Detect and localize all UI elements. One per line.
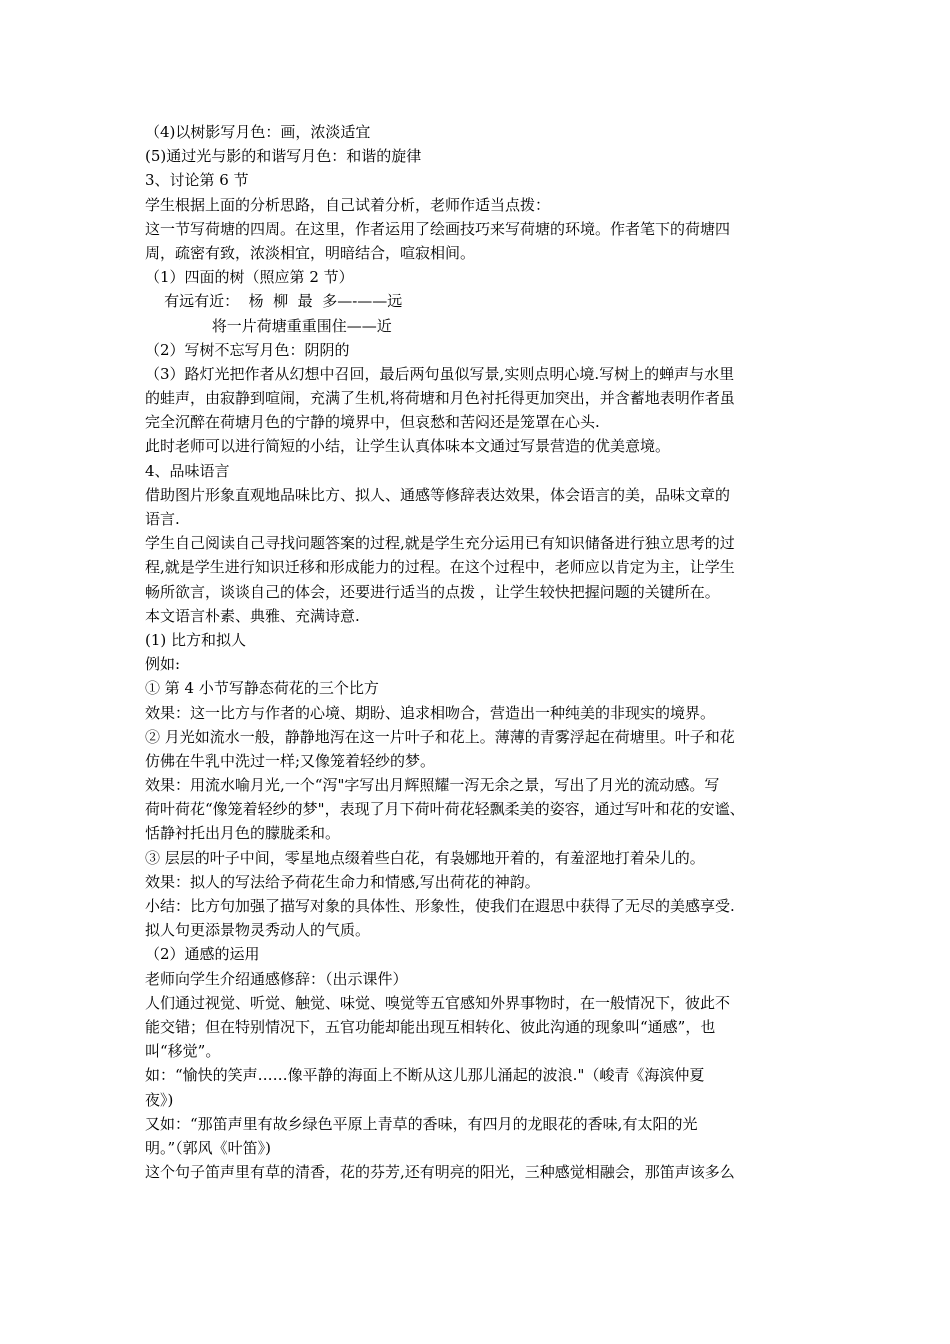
text-line: （2）写树不忘写月色：阴阴的: [145, 340, 350, 359]
text-line: 例如:: [145, 655, 181, 674]
text-line: ② 月光如流水一般，静静地泻在这一片叶子和花上。薄薄的青雾浮起在荷塘里。叶子和花: [145, 727, 735, 746]
text-line: 这个句子笛声里有草的清香，花的芬芳,还有明亮的阳光，三种感觉相融会，那笛声该多么: [145, 1163, 735, 1182]
text-line: 人们通过视觉、听觉、触觉、味觉、嗅觉等五官感知外界事物时，在一般情况下，彼此不: [145, 993, 731, 1012]
text-line: 如：“愉快的笑声……像平静的海面上不断从这儿那儿涌起的波浪."（峻青《海滨仲夏: [145, 1066, 705, 1085]
text-line: 小结：比方句加强了描写对象的具体性、形象性，使我们在遐思中获得了无尽的美感享受.: [145, 897, 735, 915]
text-line: 恬静衬托出月色的朦胧柔和。: [145, 824, 341, 843]
text-line: 明。”（郭风《叶笛》): [145, 1138, 272, 1157]
text-line: (5)通过光与影的和谐写月色：和谐的旋律: [145, 147, 422, 166]
text-line: 完全沉醉在荷塘月色的宁静的境界中，但哀愁和苦闷还是笼罩在心头.: [145, 413, 600, 432]
text-line: 此时老师可以进行简短的小结，让学生认真体味本文通过写景营造的优美意境。: [145, 437, 671, 456]
text-line: 能交错；但在特别情况下，五官功能却能出现互相转化、彼此沟通的现象叫“通感”，也: [145, 1017, 716, 1036]
text-line: 本文语言朴素、典雅、充满诗意.: [145, 606, 360, 625]
text-line: 4、品味语言: [145, 461, 230, 480]
text-line: 借助图片形象直观地品味比方、拟人、通感等修辞表达效果，体会语言的美，品味文章的: [145, 485, 731, 504]
text-line: ③ 层层的叶子中间，零星地点缀着些白花，有袅娜地开着的，有羞涩地打着朵儿的。: [145, 848, 705, 867]
text-line: 畅所欲言，谈谈自己的体会，还要进行适当的点拨 ，让学生较快把握问题的关键所在。: [145, 582, 720, 601]
text-line: 荷叶荷花“像笼着轻纱的梦"，表现了月下荷叶荷花轻飘柔美的姿容，通过写叶和花的安谧、: [145, 800, 745, 819]
text-line: （2）通感的运用: [145, 945, 260, 964]
text-line: 的蛙声，由寂静到喧闹，充满了生机,将荷塘和月色衬托得更加突出，并含蓄地表明作者虽: [145, 389, 735, 408]
text-line: 3、讨论第 6 节: [145, 171, 249, 190]
text-line: 语言.: [145, 510, 180, 528]
text-line: 效果：拟人的写法给予荷花生命力和情感,写出荷花的神韵。: [145, 872, 540, 891]
text-line: 叫“移觉”。: [145, 1042, 221, 1061]
text-line: 又如：“那笛声里有故乡绿色平原上青草的香味，有四月的龙眼花的香味,有太阳的光: [145, 1114, 698, 1133]
text-line: 学生自己阅读自己寻找问题答案的过程,就是学生充分运用已有知识储备进行独立思考的过: [145, 534, 735, 553]
text-line: 夜》): [145, 1090, 174, 1109]
text-line: （3）路灯光把作者从幻想中召回，最后两句虽似写景,实则点明心境.写树上的蝉声与水里: [145, 364, 735, 383]
text-line: 仿佛在牛乳中洗过一样;又像笼着轻纱的梦。: [145, 751, 436, 770]
text-line: （4)以树影写月色：画，浓淡适宜: [145, 123, 371, 141]
text-line: 有远有近： 杨 柳 最 多—-——远: [145, 292, 403, 311]
text-line: 将一片荷塘重重围住——近: [145, 316, 392, 335]
text-line: 这一节写荷塘的四周。在这里，作者运用了绘画技巧来写荷塘的环境。作者笔下的荷塘四: [145, 219, 731, 238]
document-body: [145, 120, 815, 1184]
text-line: 周，疏密有致，浓淡相宜，明暗结合，喧寂相间。: [145, 243, 476, 262]
text-line: （1）四面的树（照应第 2 节）: [145, 268, 354, 287]
text-line: 效果：这一比方与作者的心境、期盼、追求相吻合，营造出一种纯美的非现实的境界。: [145, 703, 716, 722]
text-line: 程,就是学生进行知识迁移和形成能力的过程。在这个过程中，老师应以肯定为主，让学生: [145, 558, 735, 577]
text-line: ① 第 4 小节写静态荷花的三个比方: [145, 679, 379, 698]
text-line: (1) 比方和拟人: [145, 630, 247, 649]
text-line: 老师向学生介绍通感修辞：（出示课件）: [145, 969, 408, 988]
text-line: 效果：用流水喻月光,一个“泻"字写出月辉照耀一泻无余之景，写出了月光的流动感。写: [145, 776, 720, 795]
text-line: 拟人句更添景物灵秀动人的气质。: [145, 921, 371, 940]
text-line: 学生根据上面的分析思路，自己试着分析，老师作适当点拨：: [145, 195, 551, 214]
